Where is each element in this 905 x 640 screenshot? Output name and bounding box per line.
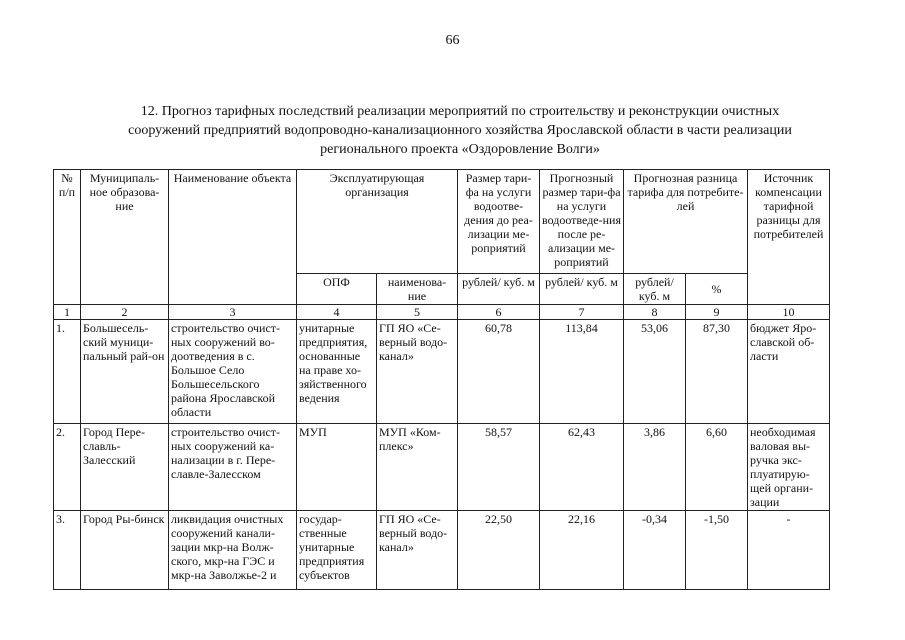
cell-source: - bbox=[748, 511, 830, 590]
cell-opf-text: государ-ственные унитарные предприятия субъектов bbox=[299, 512, 365, 582]
cell-tariff-after: 113,84 bbox=[540, 320, 624, 424]
header-operator: Эксплуатирующая организация bbox=[297, 170, 458, 274]
cell-num: 1. bbox=[54, 320, 81, 424]
cell-org: МУП «Ком-плекс» bbox=[377, 424, 458, 511]
cell-object: строительство очист-ных сооружений во-доотведения в с. Большое Село Большесельского района Ярославской области bbox=[169, 320, 297, 424]
column-number: 3 bbox=[169, 305, 297, 320]
cell-opf: МУП bbox=[297, 424, 377, 511]
header-source: Источник компенсации тарифной разницы для потребителей bbox=[748, 170, 830, 305]
cell-object: строительство очист-ных сооружений ка-нализации в г. Пере-славле-Залесском bbox=[169, 424, 297, 511]
cell-source: необходимая валовая вы-ручка экс-плуатирую-щей органи-зации bbox=[748, 424, 830, 511]
title-line: 12. Прогноз тарифных последствий реализации мероприятий по строительству и реконструкции очистных bbox=[140, 104, 780, 119]
header-row bbox=[54, 170, 830, 274]
header-num: № п/п bbox=[54, 170, 81, 305]
cell-tariff-after: 62,43 bbox=[540, 424, 624, 511]
header-diff: Прогнозная разница тарифа для потребите-лей bbox=[624, 170, 748, 274]
header-opf: ОПФ bbox=[297, 274, 377, 305]
cell-source: бюджет Яро-славской об-ласти bbox=[748, 320, 830, 424]
header-municipality: Муниципаль-ное образова-ние bbox=[81, 170, 169, 305]
header-unit-before: рублей/ куб. м bbox=[458, 274, 540, 305]
header-unit-diff-rub: рублей/ куб. м bbox=[624, 274, 686, 305]
column-number: 10 bbox=[748, 305, 830, 320]
cell-object-text: ликвидация очистных сооружений канали-зации мкр-на Волж-ского, мкр-на ГЭС и мкр-на Заволжье-2 и bbox=[171, 512, 284, 582]
document-title bbox=[80, 102, 840, 159]
cell-opf: унитарные предприятия, основанные на праве хо-зяйственного ведения bbox=[297, 320, 377, 424]
header-unit-after: рублей/ куб. м bbox=[540, 274, 624, 305]
cell-tariff-before: 60,78 bbox=[458, 320, 540, 424]
title-line: регионального проекта «Оздоровление Волги» bbox=[320, 142, 600, 157]
cell-tariff-before: 22,50 bbox=[458, 511, 540, 590]
cell-diff-pct: 87,30 bbox=[686, 320, 748, 424]
cell-diff-pct: -1,50 bbox=[686, 511, 748, 590]
table-row bbox=[54, 424, 830, 511]
tariff-forecast-table bbox=[53, 169, 830, 590]
title-line: сооружений предприятий водопроводно-канализационного хозяйства Ярославской области в части реализации bbox=[128, 123, 792, 138]
header-unit-diff-pct: % bbox=[686, 274, 748, 305]
header-tariff-after: Прогнозный размер тари-фа на услуги водоотведе-ния после ре-ализации ме-роприятий bbox=[540, 170, 624, 274]
cell-opf bbox=[297, 511, 377, 590]
table-row bbox=[54, 320, 830, 424]
cell-diff-rub: 53,06 bbox=[624, 320, 686, 424]
cell-municipality: Город Ры-бинск bbox=[81, 511, 169, 590]
cell-diff-rub: 3,86 bbox=[624, 424, 686, 511]
cell-object bbox=[169, 511, 297, 590]
cell-num: 2. bbox=[54, 424, 81, 511]
column-number: 9 bbox=[686, 305, 748, 320]
cell-tariff-after: 22,16 bbox=[540, 511, 624, 590]
table-row bbox=[54, 511, 830, 590]
header-object: Наименование объекта bbox=[169, 170, 297, 305]
cell-municipality: Город Пере-славль-Залесский bbox=[81, 424, 169, 511]
column-number: 5 bbox=[377, 305, 458, 320]
column-number: 6 bbox=[458, 305, 540, 320]
column-number-row bbox=[54, 305, 830, 320]
cell-tariff-before: 58,57 bbox=[458, 424, 540, 511]
column-number: 2 bbox=[81, 305, 169, 320]
column-number: 4 bbox=[297, 305, 377, 320]
column-number: 8 bbox=[624, 305, 686, 320]
column-number: 7 bbox=[540, 305, 624, 320]
cell-diff-pct: 6,60 bbox=[686, 424, 748, 511]
cell-diff-rub: -0,34 bbox=[624, 511, 686, 590]
cell-org: ГП ЯО «Се-верный водо-канал» bbox=[377, 511, 458, 590]
cell-municipality: Большесель-ский муници-пальный рай-он bbox=[81, 320, 169, 424]
cell-num: 3. bbox=[54, 511, 81, 590]
column-number: 1 bbox=[54, 305, 81, 320]
header-tariff-before: Размер тари-фа на услуги водоотве-дения до реа-лизации ме-роприятий bbox=[458, 170, 540, 274]
cell-org: ГП ЯО «Се-верный водо-канал» bbox=[377, 320, 458, 424]
header-org-name: наименова-ние bbox=[377, 274, 458, 305]
page-number: 66 bbox=[445, 33, 460, 48]
